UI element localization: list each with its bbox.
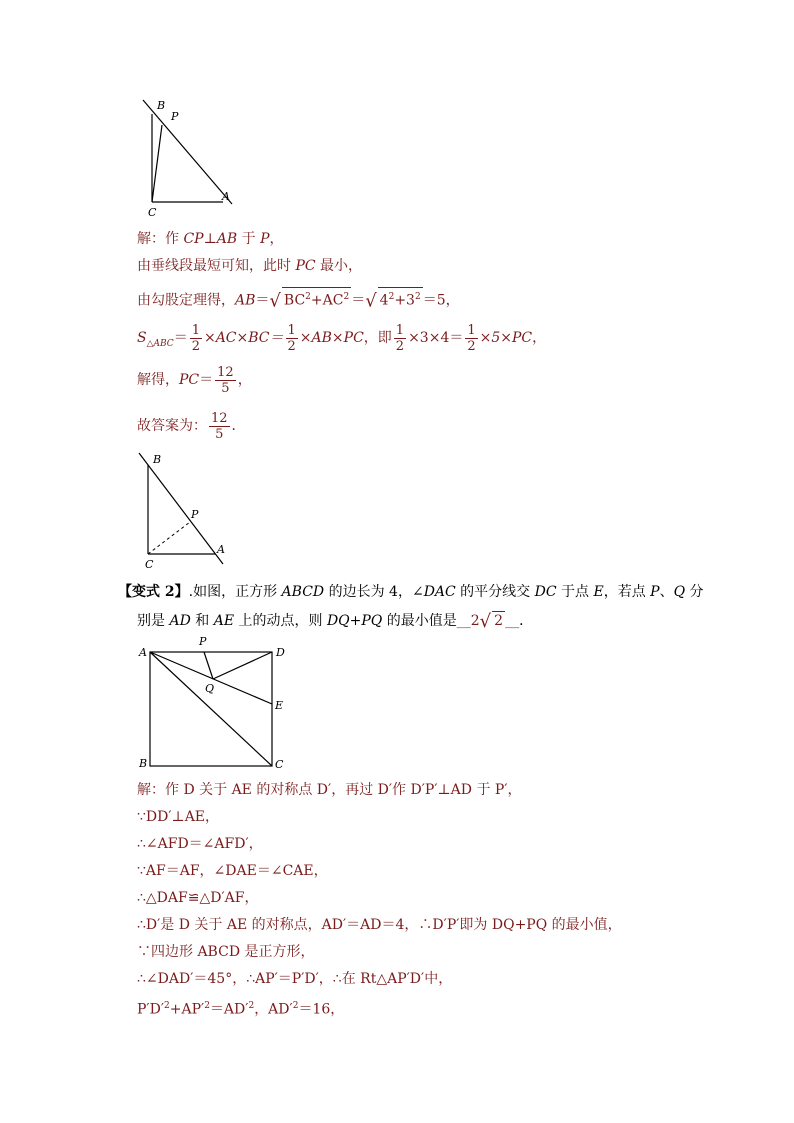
sol2-line6: ∴D′是 D 关于 AE 的对称点，AD′＝AD＝4，∴D′P′即为 DQ+PQ 的最小值，: [137, 917, 622, 933]
sol1-line6: 故答案为： $\frac{12}{5}$ ．: [137, 410, 246, 442]
label-p: P: [171, 110, 179, 123]
sol1-line4: $S_{\triangle ABC}=$ $\frac{1}{2}$ ×AC×BC＝ $\frac{1}{2}$ ×AB×PC，即 $\frac{1}{2}$ ×3×4＝ $\frac{1}{2}$ ×5×PC，: [137, 322, 547, 354]
figure-square: [135, 632, 295, 772]
sol2-line4: ∵AF＝AF，∠DAE＝∠CAE，: [137, 863, 328, 879]
sol2-line7: ∵四边形 ABCD 是正方形，: [137, 944, 315, 960]
sol1-line3: 由勾股定理得，AB＝√ $BC^2+AC^2$ ＝√ $4^2+3^2 =5$，: [137, 287, 460, 311]
sol1-line5: 解得，PC＝ $\frac{12}{5}$ ，: [137, 364, 252, 396]
sol1-line2: 由垂线段最短可知，此时 PC 最小，: [137, 258, 363, 274]
sol2-line5: ∴△DAF≌△D′AF，: [137, 890, 259, 906]
label-b: B: [153, 453, 162, 466]
label-c: C: [275, 758, 284, 771]
label-p: P: [199, 635, 207, 648]
sol2-line9: $P'D'^2+AP'^2=AD'^2$，$AD'^2=16$，: [137, 1001, 345, 1018]
label-c: C: [148, 206, 157, 219]
label-a: A: [139, 646, 147, 659]
label-b: B: [139, 757, 148, 770]
figure-triangle-2: [135, 450, 245, 574]
label-a: A: [217, 543, 225, 556]
label-q: Q: [205, 682, 215, 695]
variant2-question-line1: 【变式 2】.如图，正方形 ABCD 的边长为 4，∠DAC 的平分线交 DC 于点 E，若点 P、Q 分: [118, 584, 704, 600]
sol2-line3: ∴∠AFD＝∠AFD′，: [137, 836, 263, 852]
label-b: B: [157, 99, 166, 112]
answer-blank: __2√ 2 __: [456, 611, 520, 632]
label-e: E: [275, 699, 284, 712]
label-d: D: [276, 646, 285, 659]
sol1-line1: 解：作 CP⊥AB 于 P，: [137, 231, 284, 247]
sol2-line8: ∴∠DAD′＝45°，∴AP′＝P′D′，∴在 Rt△AP′D′中，: [137, 971, 453, 987]
label-c: C: [145, 558, 154, 571]
variant2-question-line2: 别是 AD 和 AE 上的动点，则 DQ+PQ 的最小值是__2√ 2 __．: [137, 611, 534, 632]
sol2-line2: ∵DD′⊥AE，: [137, 809, 220, 825]
sol2-line1: 解：作 D 关于 AE 的对称点 D′，再过 D′作 D′P′⊥AD 于 P′，: [137, 782, 522, 798]
figure-triangle-1: [135, 92, 245, 222]
label-p: P: [191, 508, 199, 521]
label-a: A: [222, 190, 230, 203]
